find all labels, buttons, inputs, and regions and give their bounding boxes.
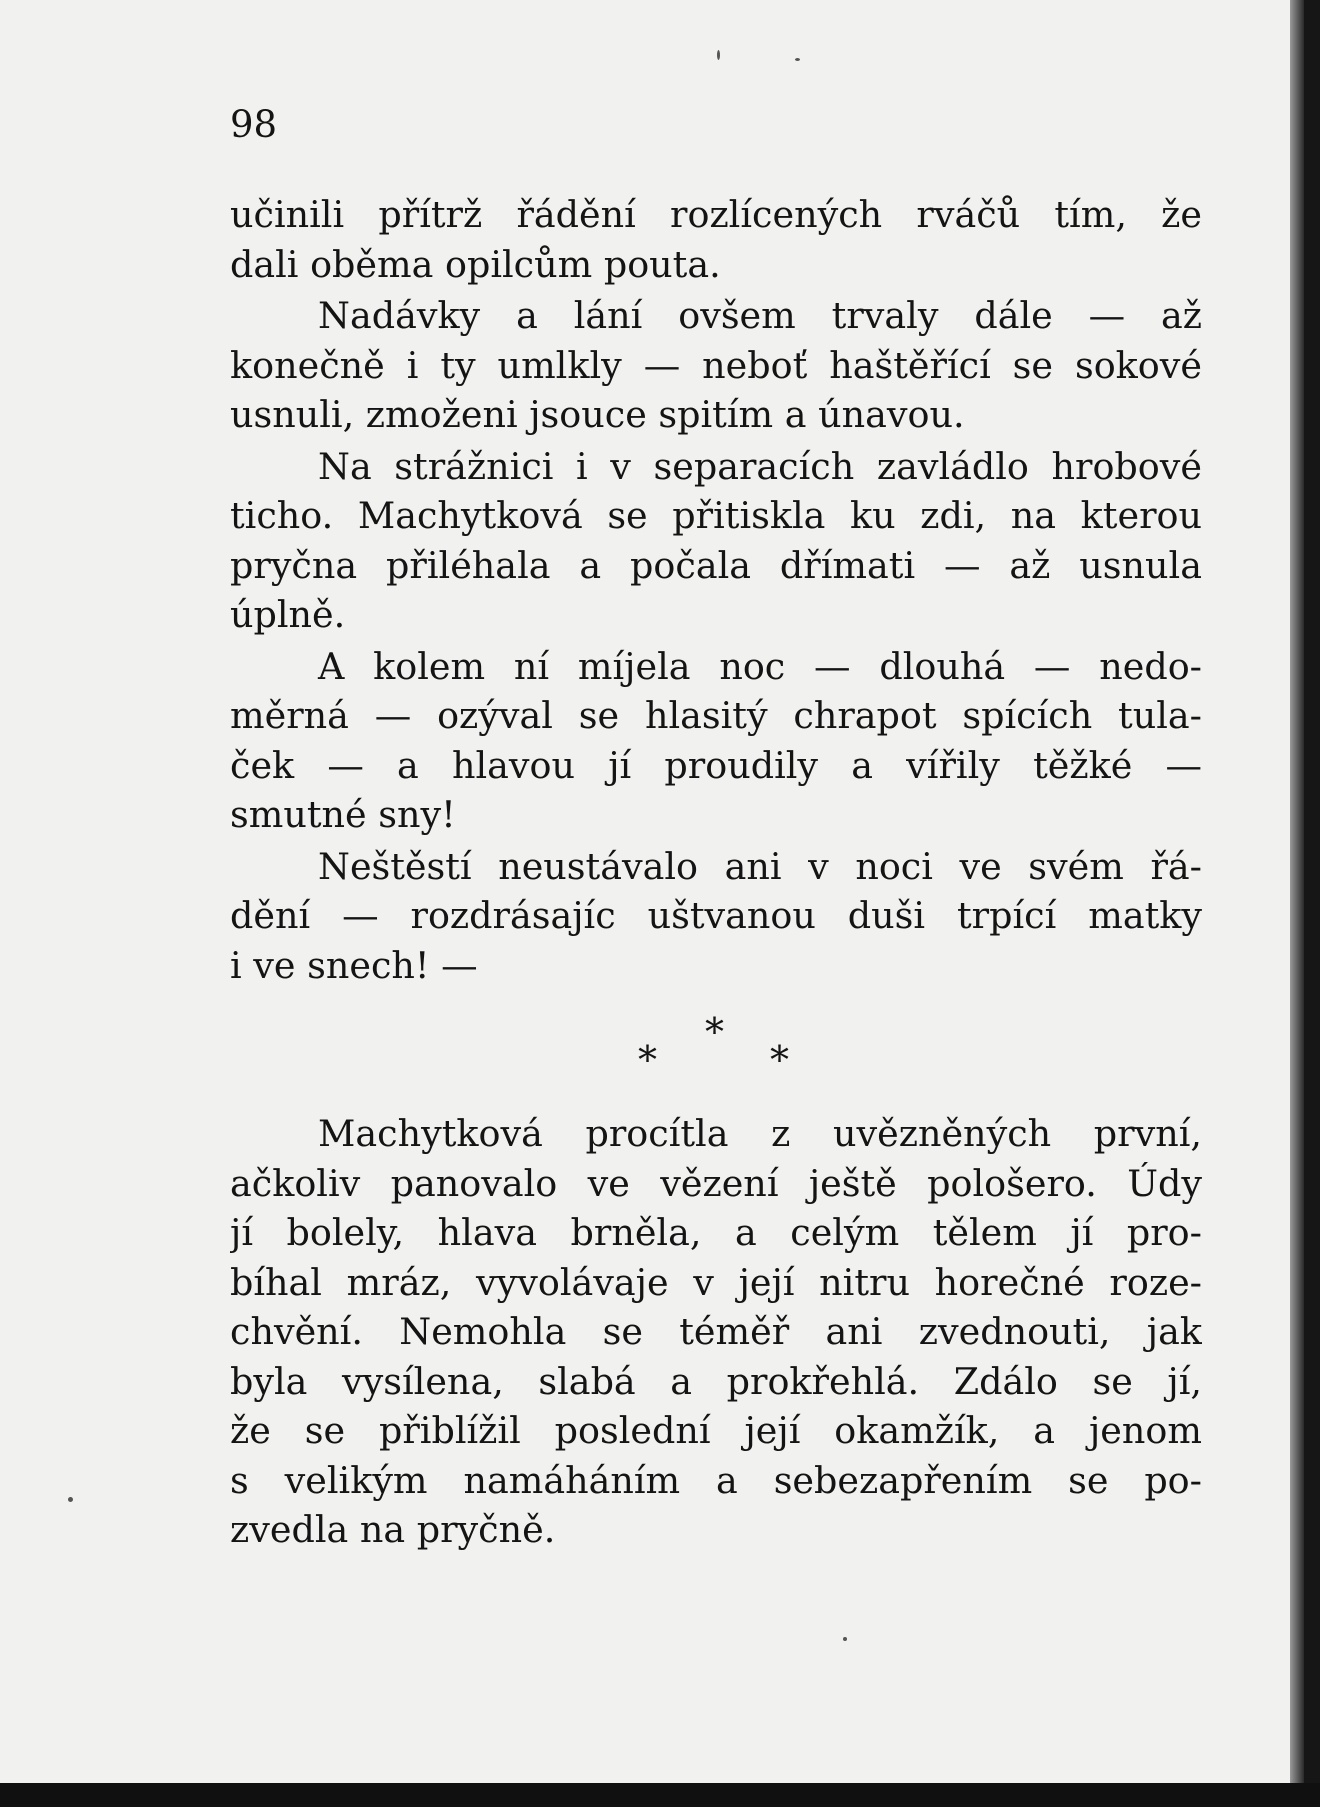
text-line: ačkoliv panovalo ve vězení ještě pološero. Údy bbox=[230, 1161, 1202, 1205]
body-text bbox=[230, 190, 1202, 1557]
text-line: že se přiblížil poslední její okamžík, a jenom bbox=[230, 1409, 1202, 1452]
scan-speck bbox=[795, 58, 800, 61]
text-line: i ve snech! — bbox=[230, 943, 478, 987]
paragraph-4 bbox=[230, 642, 1202, 840]
text-line: smutné sny! bbox=[230, 793, 456, 836]
page-number: 98 bbox=[230, 103, 278, 146]
text-line: dění — rozdrásajíc uštvanou duši trpící matky bbox=[230, 894, 1202, 937]
page-bottom-edge bbox=[0, 1783, 1320, 1807]
scan-speck bbox=[717, 50, 720, 60]
separator-star: * bbox=[638, 1038, 657, 1082]
text-line: dali oběma opilcům pouta. bbox=[230, 242, 721, 286]
text-line: úplně. bbox=[230, 593, 346, 636]
text-line: s velikým namáháním a sebezapřením se po- bbox=[230, 1458, 1202, 1502]
text-line: konečně i ty umlkly — neboť haštěřící se sokové bbox=[230, 343, 1202, 387]
text-line: zvedla na pryčně. bbox=[230, 1508, 556, 1551]
text-line: pryčna přiléhala a počala dřímati — až usnula bbox=[230, 543, 1202, 587]
text-line: Neštěstí neustávalo ani v noci ve svém řá- bbox=[318, 844, 1202, 888]
scan-speck bbox=[843, 1637, 847, 1641]
separator-star: * bbox=[705, 1010, 724, 1054]
text-line: chvění. Nemohla se téměř ani zvednouti, jak bbox=[230, 1310, 1202, 1353]
page-edge-gradient bbox=[1290, 0, 1304, 1807]
text-line: bíhal mráz, vyvolávaje v její nitru horečné roze- bbox=[230, 1260, 1202, 1304]
separator-star: * bbox=[770, 1038, 789, 1082]
paragraph-2 bbox=[230, 291, 1202, 440]
paragraph-6 bbox=[230, 1109, 1202, 1555]
text-line: Machytková procítla z uvězněných první, bbox=[318, 1112, 1202, 1155]
paragraph-5 bbox=[230, 842, 1202, 991]
paragraph-3 bbox=[230, 442, 1202, 640]
text-line: Nadávky a lání ovšem trvaly dále — až bbox=[318, 294, 1202, 337]
text-line: byla vysílena, slabá a prokřehlá. Zdálo se jí, bbox=[230, 1359, 1202, 1403]
page-edge-shadow bbox=[1290, 0, 1320, 1807]
text-line: ticho. Machytková se přitiskla ku zdi, na kterou bbox=[230, 494, 1202, 537]
text-line: měrná — ozýval se hlasitý chrapot spících tula- bbox=[230, 694, 1202, 737]
text-line: usnuli, zmoženi jsouce spitím a únavou. bbox=[230, 393, 965, 436]
paragraph-1 bbox=[230, 190, 1202, 289]
text-line: ček — a hlavou jí proudily a vířily těžké — bbox=[230, 743, 1202, 787]
text-line: Na strážnici i v separacích zavládlo hrobové bbox=[318, 444, 1202, 488]
text-line: učinili přítrž řádění rozlícených rváčů tím, že bbox=[230, 193, 1202, 236]
scan-speck bbox=[68, 1497, 73, 1502]
text-line: A kolem ní míjela noc — dlouhá — nedo- bbox=[318, 644, 1202, 688]
text-line: jí bolely, hlava brněla, a celým tělem jí pro- bbox=[230, 1211, 1202, 1254]
section-separator bbox=[230, 1004, 1202, 1109]
